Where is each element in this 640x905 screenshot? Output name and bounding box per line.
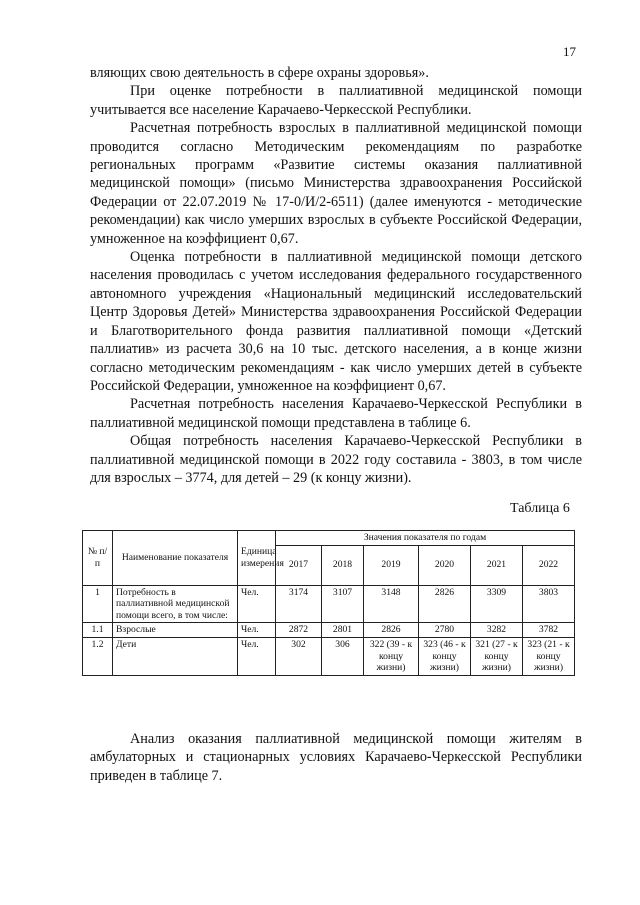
header-year: 2017	[276, 545, 322, 585]
paragraph: При оценке потребности в паллиативной медицинской помощи учитывается все население Карачаево-Черкесской Республики.	[90, 83, 582, 118]
table-row	[83, 637, 575, 675]
cell-num: 1	[83, 585, 113, 623]
cell-value: 321 (27 - к концу жизни)	[471, 637, 523, 675]
cell-value: 306	[322, 637, 364, 675]
page-number: 17	[563, 44, 576, 59]
cell-value: 3803	[523, 585, 575, 623]
cell-value: 2780	[419, 623, 471, 638]
header-year: 2022	[523, 545, 575, 585]
cell-value: 3148	[364, 585, 419, 623]
cell-name: Взрослые	[113, 623, 238, 638]
body-text	[90, 64, 582, 487]
cell-unit: Чел.	[238, 637, 276, 675]
cell-value: 323 (21 - к концу жизни)	[523, 637, 575, 675]
cell-unit: Чел.	[238, 585, 276, 623]
cell-value: 2801	[322, 623, 364, 638]
cell-value: 2872	[276, 623, 322, 638]
cell-value: 323 (46 - к концу жизни)	[419, 637, 471, 675]
cell-value: 3174	[276, 585, 322, 623]
cell-name: Потребность в паллиативной медицинской помощи всего, в том числе:	[113, 585, 238, 623]
cell-num: 1.2	[83, 637, 113, 675]
header-year: 2019	[364, 545, 419, 585]
cell-name: Дети	[113, 637, 238, 675]
closing-paragraph: Анализ оказания паллиативной медицинской помощи жителям в амбулаторных и стационарных условиях Карачаево-Черкесской Республики приведен в таблице 7.	[90, 731, 582, 784]
cell-value: 3282	[471, 623, 523, 638]
header-year: 2021	[471, 545, 523, 585]
paragraph: Расчетная потребность населения Карачаево-Черкесской Республики в паллиативной медицинской помощи представлена в таблице 6.	[90, 396, 582, 431]
cell-value: 2826	[419, 585, 471, 623]
paragraph: вляющих свою деятельность в сфере охраны здоровья».	[90, 65, 429, 81]
table-caption: Таблица 6	[510, 501, 570, 516]
cell-num: 1.1	[83, 623, 113, 638]
header-year: 2020	[419, 545, 471, 585]
header-values-group: Значения показателя по годам	[276, 531, 575, 546]
cell-value: 3309	[471, 585, 523, 623]
paragraph: Расчетная потребность взрослых в паллиативной медицинской помощи проводится согласно Методическим рекомендациям по разработке региональных программ «Развитие системы оказания паллиативной медицинской помощи» (письмо Министерства здравоохранения Российской Федерации от 22.07.2019 № 17-0/И/2-6511) (далее именуются - методические рекомендации) как число умерших взрослых в субъекте Российской Федерации, умноженное на коэффициент 0,67.	[90, 120, 582, 247]
paragraph: Оценка потребности в паллиативной медицинской помощи детского населения проводилась с учетом исследования федерального государственного автономного учреждения «Национальный медицинский исследовательский Центр Здоровья Детей» Министерства здравоохранения Российской Федерации и Благотворительного фонда развития паллиативной помощи «Детский паллиатив» из расчета 30,6 на 10 тыс. детского населения, а в конце жизни согласно методическим рекомендациям - как число умерших детей в субъекте Российской Федерации, умноженное на коэффициент 0,67.	[90, 249, 582, 394]
cell-value: 3107	[322, 585, 364, 623]
header-unit: Единица измерения	[238, 531, 276, 586]
table-row	[83, 623, 575, 638]
cell-unit: Чел.	[238, 623, 276, 638]
data-table	[82, 530, 575, 676]
cell-value: 302	[276, 637, 322, 675]
header-num: № п/п	[83, 531, 113, 586]
table-row	[83, 585, 575, 623]
cell-value: 322 (39 - к концу жизни)	[364, 637, 419, 675]
cell-value: 3782	[523, 623, 575, 638]
cell-value: 2826	[364, 623, 419, 638]
header-name: Наименование показателя	[113, 531, 238, 586]
paragraph: Общая потребность населения Карачаево-Черкесской Республики в паллиативной медицинской помощи в 2022 году составила - 3803, в том числе для взрослых – 3774, для детей – 29 (к концу жизни).	[90, 433, 582, 486]
header-year: 2018	[322, 545, 364, 585]
